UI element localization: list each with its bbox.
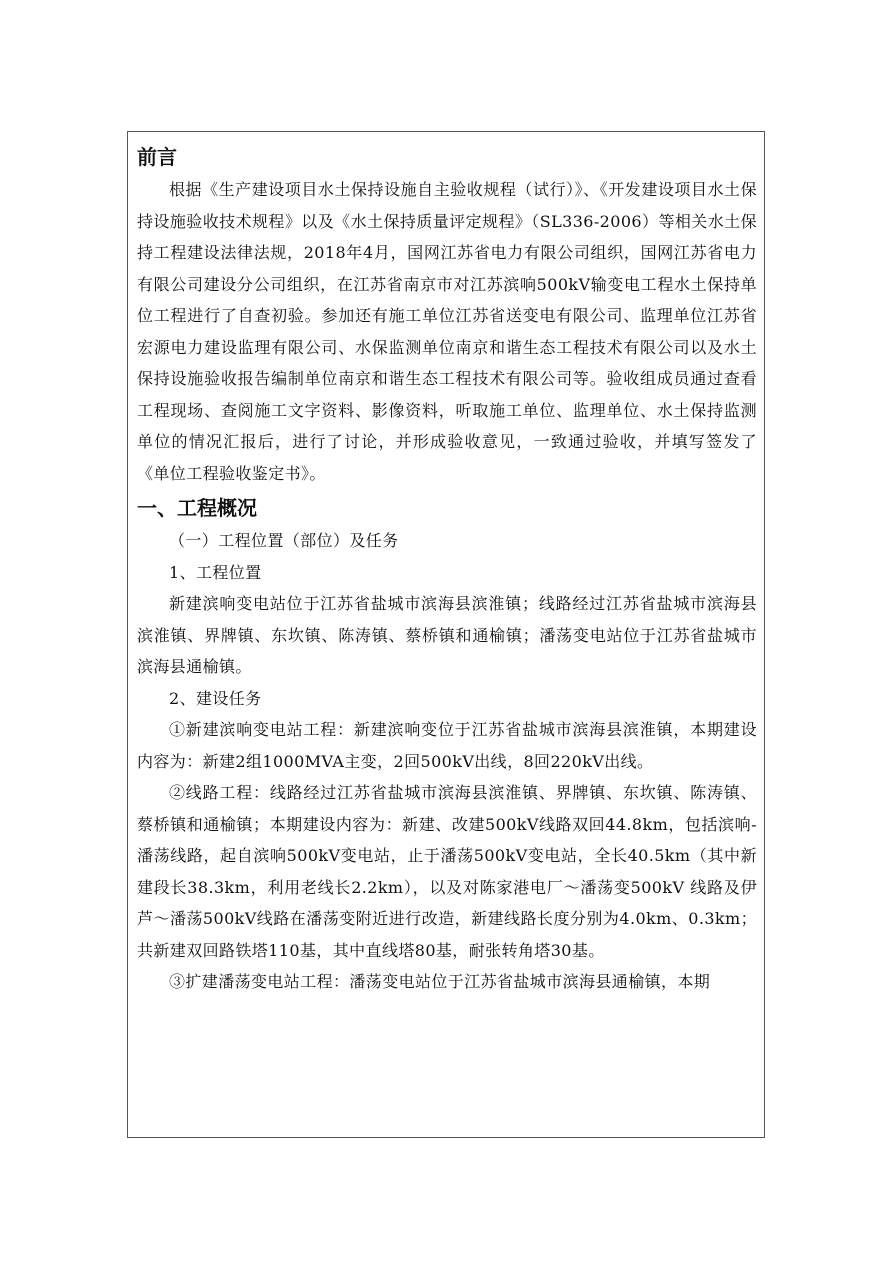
item-title-location: 1、工程位置 [169,562,262,582]
task-paragraph-1: ①新建滨响变电站工程：新建滨响变位于江苏省盐城市滨海县滨淮镇，本期建设内容为：新建2组1000MVA主变，2回500kV出线，8回220kV出线。 [137,720,757,771]
section-heading: 一、工程概况 [137,496,257,520]
preface-heading: 前言 [137,145,177,169]
location-paragraph: 新建滨响变电站位于江苏省盐城市滨海县滨淮镇；线路经过江苏省盐城市滨海县滨淮镇、界牌镇、东坎镇、陈涛镇、蔡桥镇和通榆镇；潘荡变电站位于江苏省盐城市滨海县通榆镇。 [137,594,757,676]
preface-paragraph: 根据《生产建设项目水土保持设施自主验收规程（试行）》、《开发建设项目水土保持设施验收技术规程》以及《水土保持质量评定规程》（SL336-2006）等相关水土保持工程建设法律法规，2018年4月，国网江苏省电力有限公司组织，国网江苏省电力有限公司建设分公司组织，在江苏省南京市对江苏滨响500kV输变电工程水土保持单位工程进行了自查初验。参加还有施工单位江苏省送变电有限公司、监理单位江苏省宏源电力建设监理有限公司、水保监测单位南京和谐生态工程技术有限公司以及水土保持设施验收报告编制单位南京和谐生态工程技术有限公司等。验收组成员通过查看工程现场、查阅施工文字资料、影像资料，听取施工单位、监理单位、水土保持监测单位的情况汇报后，进行了讨论，并形成验收意见，一致通过验收，并填写签发了《单位工程验收鉴定书》。 [137,180,757,483]
task-paragraph-2: ②线路工程：线路经过江苏省盐城市滨海县滨淮镇、界牌镇、东坎镇、陈涛镇、蔡桥镇和通榆镇；本期建设内容为：新建、改建500kV线路双回44.8km，包括滨响-潘荡线路，起自滨响500kV变电站，止于潘荡500kV变电站，全长40.5km（其中新建段长38.3km，利用老线长2.2km），以及对陈家港电厂～潘荡变500kV 线路及伊芦～潘荡500kV线路在潘荡变附近进行改造，新建线路长度分别为4.0km、0.3km；共新建双回路铁塔110基，其中直线塔80基，耐张转角塔30基。 [137,783,757,960]
item-title-tasks: 2、建设任务 [169,688,262,708]
subsection-title: （一）工程位置（部位）及任务 [169,531,399,550]
document-frame [127,131,765,1138]
task-paragraph-3: ③扩建潘荡变电站工程：潘荡变电站位于江苏省盐城市滨海县通榆镇，本期 [169,972,711,991]
document-content [137,142,757,998]
